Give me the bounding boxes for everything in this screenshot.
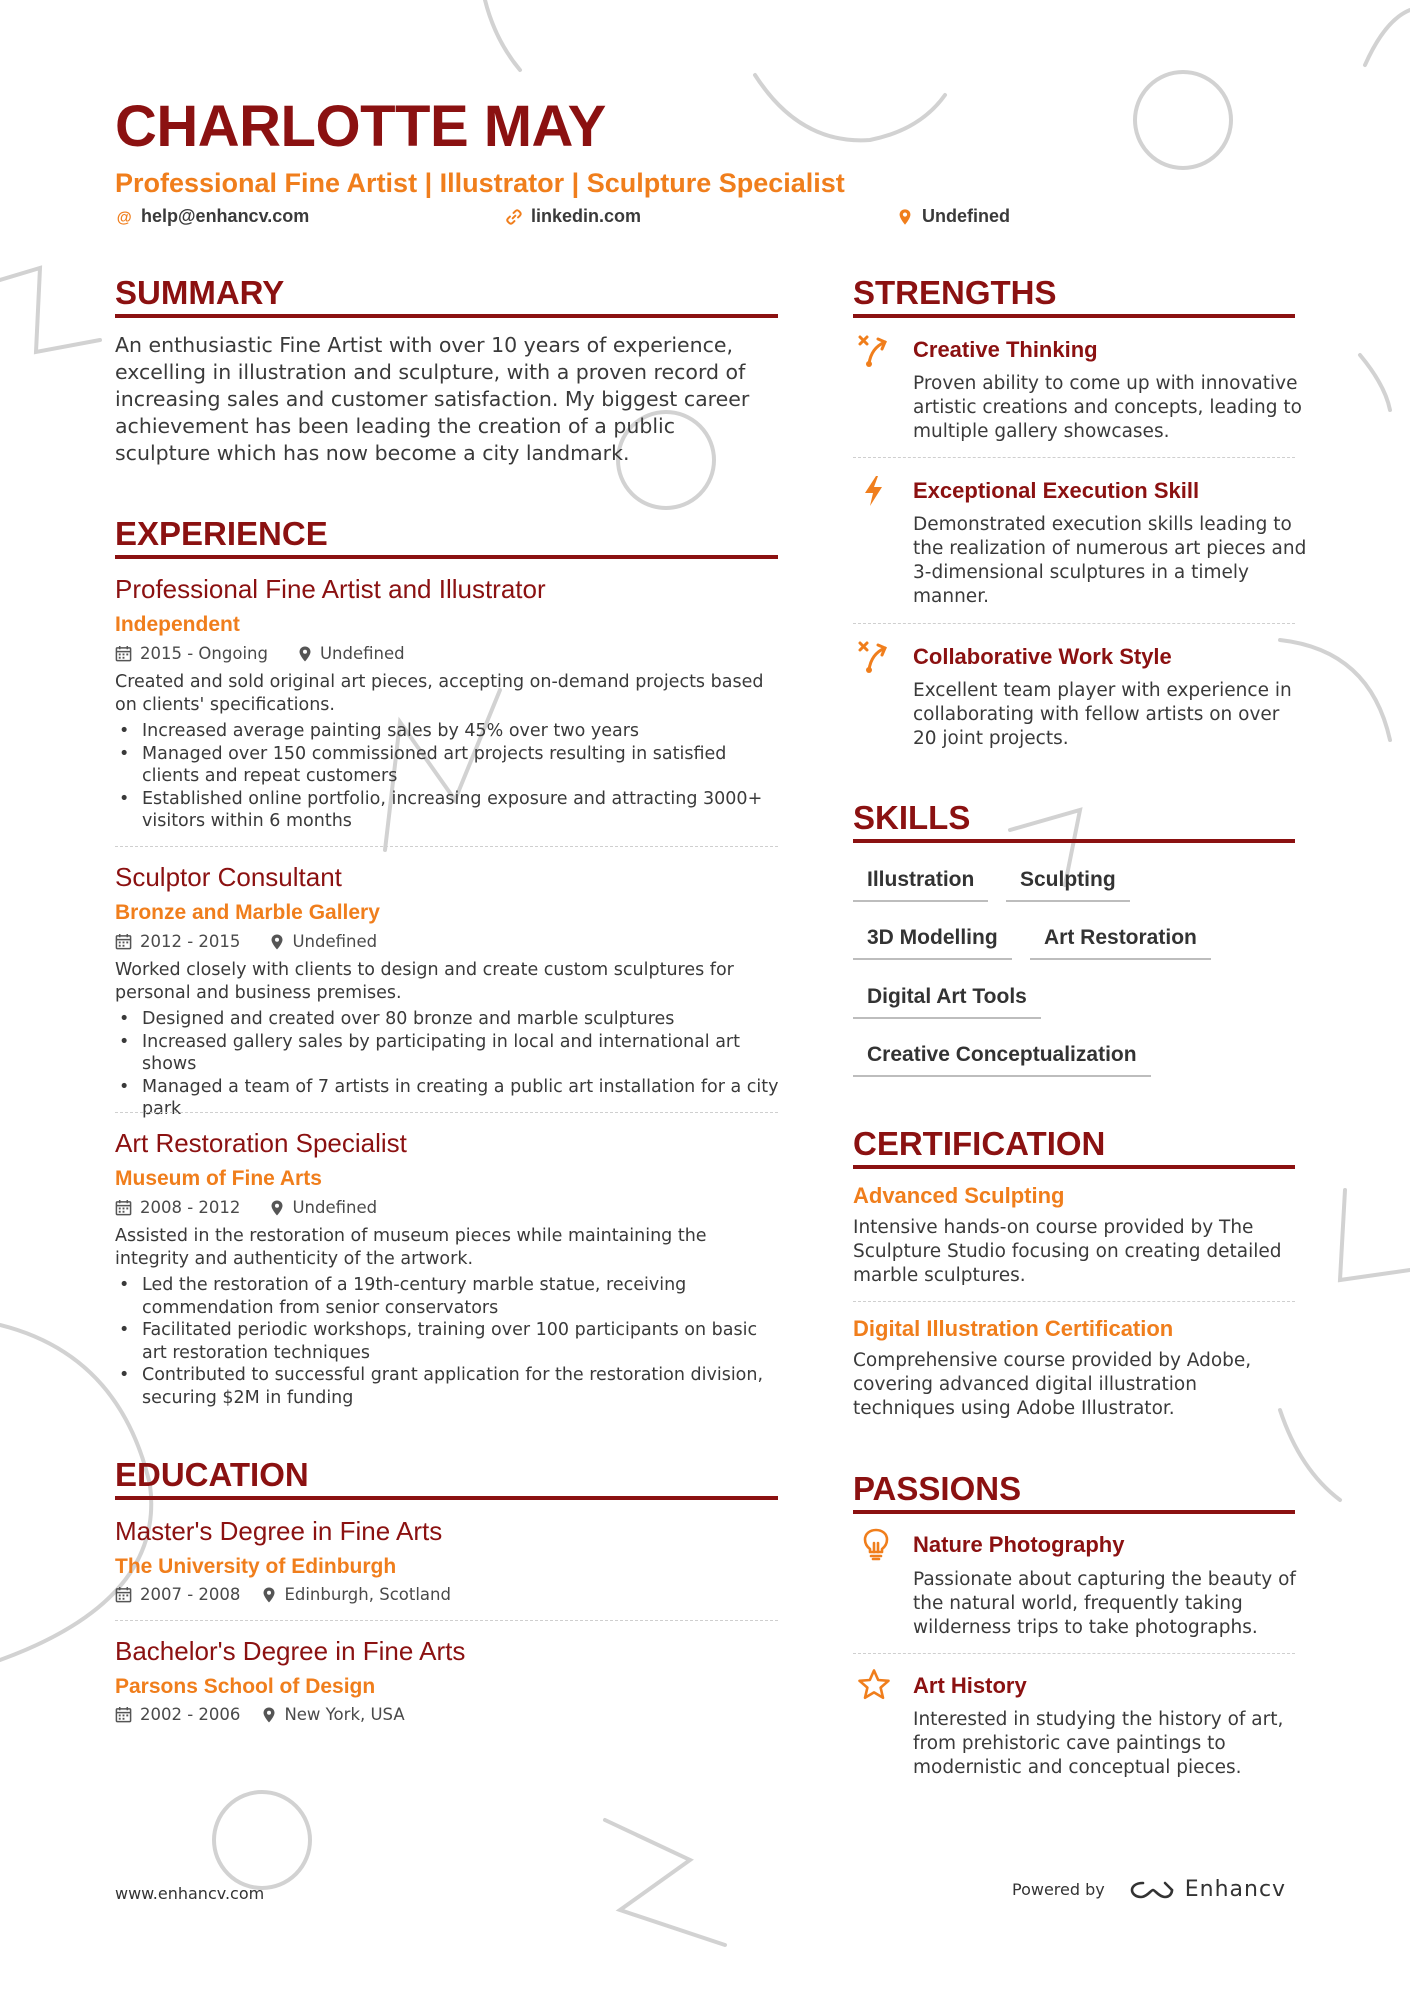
job-dates: 2012 - 2015 <box>140 932 241 951</box>
achievement-item: • Managed a team of 7 artists in creating a public art installation for a city park <box>115 1076 785 1121</box>
location-pin-icon <box>896 208 914 226</box>
strength-title: Exceptional Execution Skill <box>913 478 1200 503</box>
section-title-skills: SKILLS <box>853 799 1295 843</box>
strength-description: Proven ability to come up with innovative artistic creations and concepts, leading to multiple gallery showcases. <box>913 373 1302 442</box>
creative-strategy-icon <box>857 640 891 674</box>
job-meta <box>115 644 405 663</box>
divider <box>853 1301 1295 1302</box>
achievement-item: • Managed over 150 commissioned art projects resulting in satisfied clients and repeat customers <box>115 743 785 788</box>
at-icon <box>115 208 133 226</box>
job-title: Professional Fine Artist and Illustrator <box>115 574 546 604</box>
contact-email[interactable] <box>115 206 309 227</box>
creative-strategy-icon <box>857 334 891 368</box>
summary-text: An enthusiastic Fine Artist with over 10 years of experience, excelling in illustration and sculpture, with a proven record of increasing sales and customer satisfaction. My biggest career achievement has been leading the creation of a public sculpture which has now become a city landmark. <box>115 333 750 465</box>
job-location: Undefined <box>292 932 378 951</box>
education-dates: 2007 - 2008 <box>140 1585 241 1604</box>
achievement-item: • Increased average painting sales by 45% over two years <box>115 720 785 743</box>
job-achievements <box>115 1008 785 1121</box>
location-pin-icon <box>262 1587 276 1603</box>
job-description: Assisted in the restoration of museum pieces while maintaining the integrity and authenticity of the artwork. <box>115 1226 707 1269</box>
enhancv-logo-icon <box>1129 1878 1175 1902</box>
enhancv-logo[interactable] <box>1129 1877 1286 1902</box>
contact-location <box>896 206 1010 227</box>
education-meta <box>115 1585 451 1604</box>
email-text: help@enhancv.com <box>141 206 310 226</box>
job-location: Undefined <box>292 1198 378 1217</box>
job-dates: 2015 - Ongoing <box>140 644 268 663</box>
job-company: Bronze and Marble Gallery <box>115 901 380 924</box>
school-name: Parsons School of Design <box>115 1675 376 1698</box>
candidate-name: CHARLOTTE MAY <box>115 94 606 159</box>
skill-tag: Illustration <box>853 868 988 902</box>
achievement-item: • Contributed to successful grant application for the restoration division, securing $2M in funding <box>115 1364 785 1409</box>
calendar-icon <box>115 645 132 662</box>
job-title: Sculptor Consultant <box>115 862 342 892</box>
lightbulb-icon <box>859 1527 893 1561</box>
svg-text:@: @ <box>116 208 132 226</box>
job-meta <box>115 932 377 951</box>
divider <box>115 1620 778 1621</box>
job-achievements <box>115 720 785 833</box>
location-pin-icon <box>270 1200 284 1216</box>
strength-description: Excellent team player with experience in collaborating with fellow artists on over 20 joint projects. <box>913 680 1292 749</box>
degree-title: Bachelor's Degree in Fine Arts <box>115 1636 466 1666</box>
lightning-icon <box>857 474 891 508</box>
contact-linkedin[interactable] <box>505 206 641 227</box>
job-company: Independent <box>115 613 240 636</box>
footer-powered-by <box>1012 1877 1286 1902</box>
job-achievements <box>115 1274 785 1409</box>
strength-description: Demonstrated execution skills leading to the realization of numerous art pieces and 3-dimensional sculptures in a timely manner. <box>913 514 1307 607</box>
passion-description: Interested in studying the history of art, from prehistoric cave paintings to modernistic and conceptual pieces. <box>913 1709 1284 1778</box>
school-name: The University of Edinburgh <box>115 1555 397 1578</box>
achievement-item: • Facilitated periodic workshops, training over 100 participants on basic art restoration techniques <box>115 1319 785 1364</box>
divider <box>115 846 778 847</box>
section-title-strengths: STRENGTHS <box>853 274 1295 318</box>
section-title-experience: EXPERIENCE <box>115 515 778 559</box>
location-pin-icon <box>262 1707 276 1723</box>
link-icon <box>505 208 523 226</box>
section-title-certification: CERTIFICATION <box>853 1125 1295 1169</box>
education-location: Edinburgh, Scotland <box>284 1585 451 1604</box>
divider <box>853 1653 1295 1654</box>
divider <box>853 623 1295 624</box>
location-pin-icon <box>298 646 312 662</box>
linkedin-text: linkedin.com <box>531 206 642 226</box>
job-dates: 2008 - 2012 <box>140 1198 241 1217</box>
calendar-icon <box>115 933 132 950</box>
divider <box>853 457 1295 458</box>
calendar-icon <box>115 1706 132 1723</box>
job-title: Art Restoration Specialist <box>115 1128 407 1158</box>
brand-name: Enhancv <box>1184 1877 1287 1902</box>
passion-description: Passionate about capturing the beauty of the natural world, frequently taking wilderness trips to take photographs. <box>913 1569 1296 1638</box>
calendar-icon <box>115 1586 132 1603</box>
section-title-passions: PASSIONS <box>853 1470 1295 1514</box>
certification-description: Comprehensive course provided by Adobe, covering advanced digital illustration techniques using Adobe Illustrator. <box>853 1350 1252 1419</box>
strength-title: Creative Thinking <box>913 337 1098 362</box>
divider <box>115 1112 778 1113</box>
location-text: Undefined <box>922 206 1010 226</box>
passion-title: Nature Photography <box>913 1532 1125 1557</box>
job-meta <box>115 1198 377 1217</box>
star-icon <box>857 1668 891 1702</box>
certification-description: Intensive hands-on course provided by The Sculpture Studio focusing on creating detailed marble sculptures. <box>853 1217 1282 1286</box>
job-company: Museum of Fine Arts <box>115 1167 322 1190</box>
calendar-icon <box>115 1199 132 1216</box>
section-title-summary: SUMMARY <box>115 274 778 318</box>
skill-tag: Art Restoration <box>1030 926 1211 960</box>
certification-title: Digital Illustration Certification <box>853 1316 1174 1341</box>
achievement-item: • Increased gallery sales by participating in local and international art shows <box>115 1031 785 1076</box>
education-dates: 2002 - 2006 <box>140 1705 241 1724</box>
skill-tag: Sculpting <box>1006 868 1130 902</box>
footer-website[interactable]: www.enhancv.com <box>115 1884 265 1903</box>
job-description: Worked closely with clients to design and create custom sculptures for personal and business premises. <box>115 960 734 1003</box>
powered-by-label: Powered by <box>1012 1880 1105 1899</box>
candidate-title: Professional Fine Artist | Illustrator | Sculpture Specialist <box>115 168 845 198</box>
passion-title: Art History <box>913 1673 1027 1698</box>
achievement-item: • Established online portfolio, increasing exposure and attracting 3000+ visitors within 6 months <box>115 788 785 833</box>
section-title-education: EDUCATION <box>115 1456 778 1500</box>
job-description: Created and sold original art pieces, accepting on-demand projects based on clients' specifications. <box>115 672 764 715</box>
certification-title: Advanced Sculpting <box>853 1183 1065 1208</box>
location-pin-icon <box>270 934 284 950</box>
education-location: New York, USA <box>284 1705 405 1724</box>
achievement-item: • Led the restoration of a 19th-century marble statue, receiving commendation from senior conservators <box>115 1274 785 1319</box>
job-location: Undefined <box>319 644 405 663</box>
skill-tag: Creative Conceptualization <box>853 1043 1151 1077</box>
skill-tag: 3D Modelling <box>853 926 1012 960</box>
education-meta <box>115 1705 405 1724</box>
strength-title: Collaborative Work Style <box>913 644 1172 669</box>
achievement-item: • Designed and created over 80 bronze and marble sculptures <box>115 1008 785 1031</box>
skill-tag: Digital Art Tools <box>853 985 1041 1019</box>
degree-title: Master's Degree in Fine Arts <box>115 1516 443 1546</box>
